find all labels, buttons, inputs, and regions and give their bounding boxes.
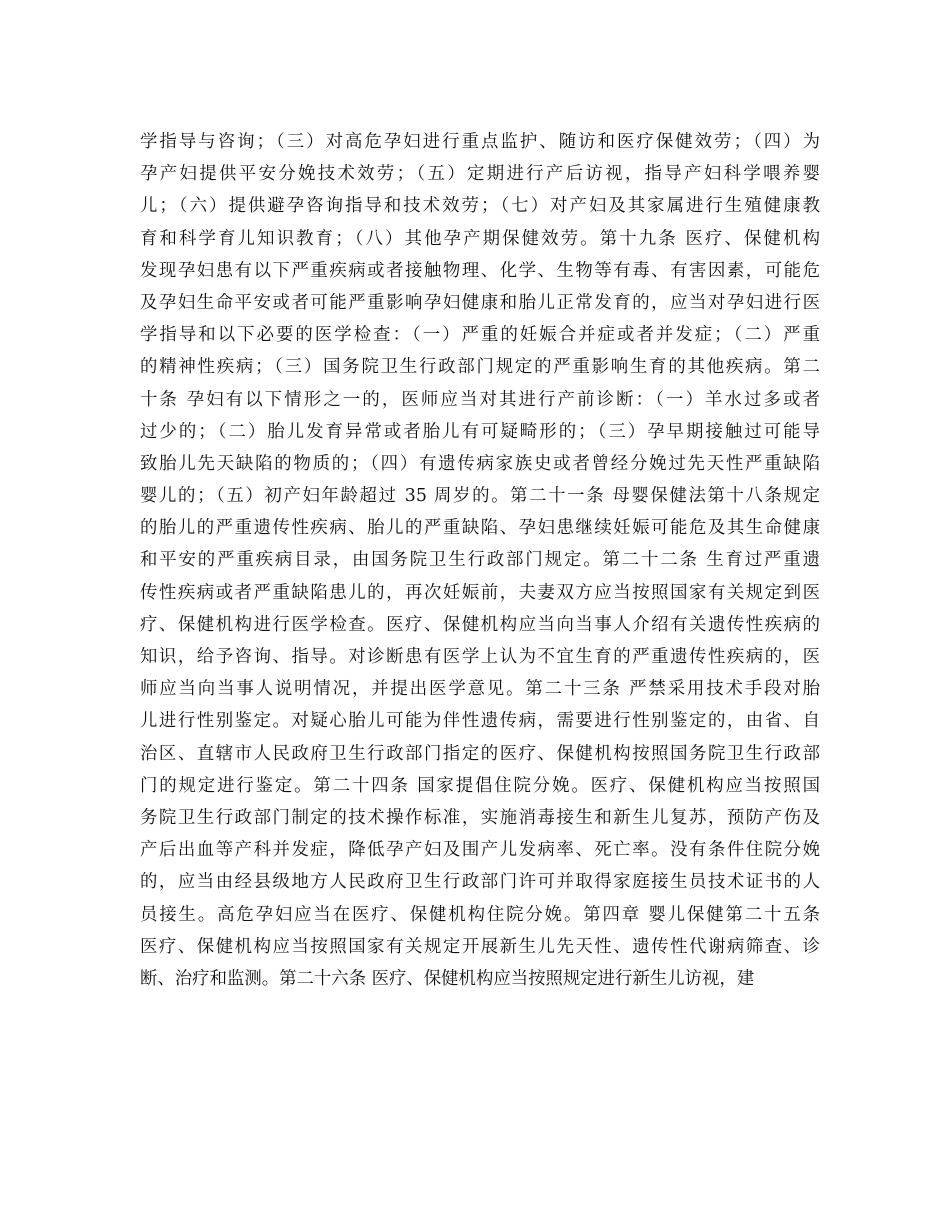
text-line: 产后出血等产科并发症，降低孕产妇及围产儿发病率、死亡率。没有条件住院分娩 bbox=[140, 840, 820, 861]
text-line: 疗、保健机构进行医学检查。医疗、保健机构应当向当事人介绍有关遗传性疾病的 bbox=[140, 614, 820, 635]
text-line: 务院卫生行政部门制定的技术操作标准，实施消毒接生和新生儿复苏，预防产伤及 bbox=[140, 807, 820, 828]
text-line: 治区、直辖市人民政府卫生行政部门指定的医疗、保健机构按照国务院卫生行政部 bbox=[140, 743, 820, 764]
text-line: 师应当向当事人说明情况，并提出医学意见。第二十三条 严禁采用技术手段对胎 bbox=[140, 679, 820, 700]
text-line: 的精神性疾病；（三）国务院卫生行政部门规定的严重影响生育的其他疾病。第二 bbox=[140, 357, 820, 378]
text-line: 孕产妇提供平安分娩技术效劳；（五）定期进行产后访视，指导产妇科学喂养婴 bbox=[140, 164, 820, 185]
text-line: 婴儿的；（五）初产妇年龄超过 35 周岁的。第二十一条 母婴保健法第十八条规定 bbox=[140, 486, 820, 507]
text-line: 学指导与咨询；（三）对高危孕妇进行重点监护、随访和医疗保健效劳；（四）为 bbox=[140, 132, 820, 152]
text-line: 发现孕妇患有以下严重疾病或者接触物理、化学、生物等有毒、有害因素，可能危 bbox=[140, 260, 820, 281]
text-line: 员接生。高危孕妇应当在医疗、保健机构住院分娩。第四章 婴儿保健第二十五条 bbox=[140, 904, 820, 925]
text-line: 致胎儿先天缺陷的物质的；（四）有遗传病家族史或者曾经分娩过先天性严重缺陷 bbox=[140, 453, 820, 474]
text-line: 的，应当由经县级地方人民政府卫生行政部门许可并取得家庭接生员技术证书的人 bbox=[140, 872, 820, 893]
text-line: 和平安的严重疾病目录，由国务院卫生行政部门规定。第二十二条 生育过严重遗 bbox=[140, 550, 820, 571]
text-line: 育和科学育儿知识教育；（八）其他孕产期保健效劳。第十九条 医疗、保健机构 bbox=[140, 228, 820, 249]
text-line: 学指导和以下必要的医学检查：（一）严重的妊娠合并症或者并发症；（二）严重 bbox=[140, 325, 820, 346]
text-line: 儿；（六）提供避孕咨询指导和技术效劳；（七）对产妇及其家属进行生殖健康教 bbox=[140, 196, 820, 217]
text-line: 儿进行性别鉴定。对疑心胎儿可能为伴性遗传病，需要进行性别鉴定的，由省、自 bbox=[140, 711, 820, 732]
text-line: 医疗、保健机构应当按照国家有关规定开展新生儿先天性、遗传性代谢病筛查、诊 bbox=[140, 936, 820, 957]
text-line: 十条 孕妇有以下情形之一的，医师应当对其进行产前诊断：（一）羊水过多或者 bbox=[140, 389, 820, 410]
body-text bbox=[140, 126, 820, 995]
text-line: 及孕妇生命平安或者可能严重影响孕妇健康和胎儿正常发育的，应当对孕妇进行医 bbox=[140, 292, 820, 313]
text-line: 过少的；（二）胎儿发育异常或者胎儿有可疑畸形的；（三）孕早期接触过可能导 bbox=[140, 421, 820, 442]
text-line: 知识，给予咨询、指导。对诊断患有医学上认为不宜生育的严重遗传性疾病的，医 bbox=[140, 647, 820, 667]
text-line: 断、治疗和监测。第二十六条 医疗、保健机构应当按照规定进行新生儿访视，建 bbox=[140, 968, 755, 989]
text-line: 门的规定进行鉴定。第二十四条 国家提倡住院分娩。医疗、保健机构应当按照国 bbox=[140, 775, 820, 796]
text-line: 传性疾病或者严重缺陷患儿的，再次妊娠前，夫妻双方应当按照国家有关规定到医 bbox=[140, 582, 820, 603]
text-line: 的胎儿的严重遗传性疾病、胎儿的严重缺陷、孕妇患继续妊娠可能危及其生命健康 bbox=[140, 518, 820, 539]
